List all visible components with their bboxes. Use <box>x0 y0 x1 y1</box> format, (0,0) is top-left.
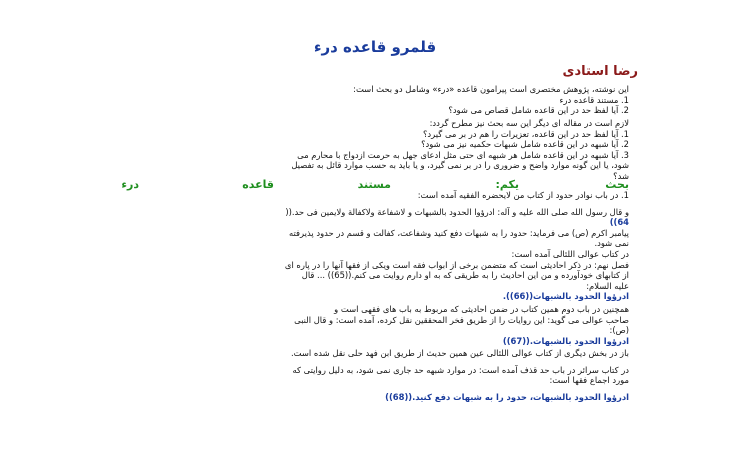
text-line: این نوشته، پژوهش مختصری است پیرامون قاعده «درء» وشامل دو بحث است: <box>353 84 629 94</box>
text-line: شد؟ <box>613 170 629 181</box>
intro-paragraph <box>105 84 629 116</box>
text-line: 3. آیا شبهه در این قاعده شامل هر شبهه ای حتی مثل ادعای جهل به حرمت ازدواج با محارم می <box>297 149 629 160</box>
text-line: پیامبر اکرم (ص) می فرماید: حدود را به شبهات دفع کنید وشفاعت، کفالت و قسم در حدود پذیرفته <box>288 227 629 238</box>
footnote-reference: 64)) <box>609 217 629 227</box>
section-heading-word: بحث <box>605 178 629 191</box>
footnote-reference: ادرؤوا الحدود بالشبهات، حدود را به شبهات دفع کنید.((68)) <box>385 391 629 402</box>
footnote-reference: ادرؤوا الحدود بالشبهات.((67)) <box>502 335 629 346</box>
text-line: علیه السلام: <box>586 280 629 291</box>
text-line: از کتابهای خودآورده و من این احادیث را به طریقی که به او دارم روایت می کنم.((65)) ... قال <box>301 270 629 280</box>
source-4-paragraph <box>105 348 629 402</box>
text-line: همچنین در باب دوم همین کتاب در ضمن احادیثی که مربوط به باب های فقهی است و <box>334 304 629 314</box>
text-line: 2. آیا شبهه در این قاعده شامل شبهات حکمیه نیز می شود؟ <box>421 139 629 149</box>
text-line: شود، یا این گونه موارد واضح و ضروری را در بر نمی گیرد، و یا باید به حسب موارد قائل به تفصیل <box>291 160 629 170</box>
article-title: قلمرو قاعده درء <box>313 38 437 56</box>
footnote-reference: ادرؤوا الحدود بالشبهات((66)). <box>502 291 629 301</box>
text-line: در کتاب عوالی اللئالی آمده است: <box>511 249 629 259</box>
text-line: نمی شود. <box>594 238 629 248</box>
text-line: 1. در باب نوادر حدود از کتاب من لایحضره الفقیه آمده است: <box>417 190 629 200</box>
text-line: 1. مستند قاعده درء <box>559 94 629 105</box>
section-heading-word: قاعده <box>242 178 274 191</box>
source-2-paragraph <box>105 249 629 302</box>
source-1-paragraph <box>105 190 629 249</box>
later-topics-paragraph <box>105 118 629 181</box>
text-line: باز در بخش دیگری از کتاب عوالی اللئالی عین همین حدیث از طریق ابن فهد حلی نقل شده است. <box>291 348 629 358</box>
text-line: مورد اجماع فقها است: <box>549 375 629 385</box>
text-line: (ص): <box>609 325 629 335</box>
text-line: صاحب عوالی می گوید: این روایات را از طریق فخر المحققین نقل کرده، آمده است: و قال النبی <box>294 314 629 325</box>
text-line: 1. آیا لفظ حد در این قاعده، تعزیرات را هم در بر می گیرد؟ <box>422 128 629 139</box>
source-3-paragraph <box>105 304 629 346</box>
author-name: رضا استادی <box>562 64 638 79</box>
text-line: 2. آیا لفظ حد در این قاعده شامل قصاص می شود؟ <box>448 105 629 115</box>
text-line: و قال رسول الله صلی الله علیه و آله: ادرؤوا الحدود بالشبهات و لاشفاعة ولاکفالة ولایمین فی حد.(( <box>285 206 629 217</box>
section-heading-word: یکم: <box>495 178 519 191</box>
text-line: لازم است در مقاله ای دیگر این سه بحث نیز مطرح گردد: <box>429 118 629 128</box>
section-heading-word: مستند <box>357 178 391 191</box>
text-line: در کتاب سرائر در باب حد قذف آمده است: در موارد شبهه حد جاری نمی شود، به دلیل روایتی که <box>292 364 629 375</box>
section-heading-word: درء <box>121 178 139 191</box>
text-line: فصل نهم: در ذکر احادیثی است که متضمن برخی از ابواب فقه است ویکی از فقها آنها را در پاره ای <box>284 259 629 270</box>
